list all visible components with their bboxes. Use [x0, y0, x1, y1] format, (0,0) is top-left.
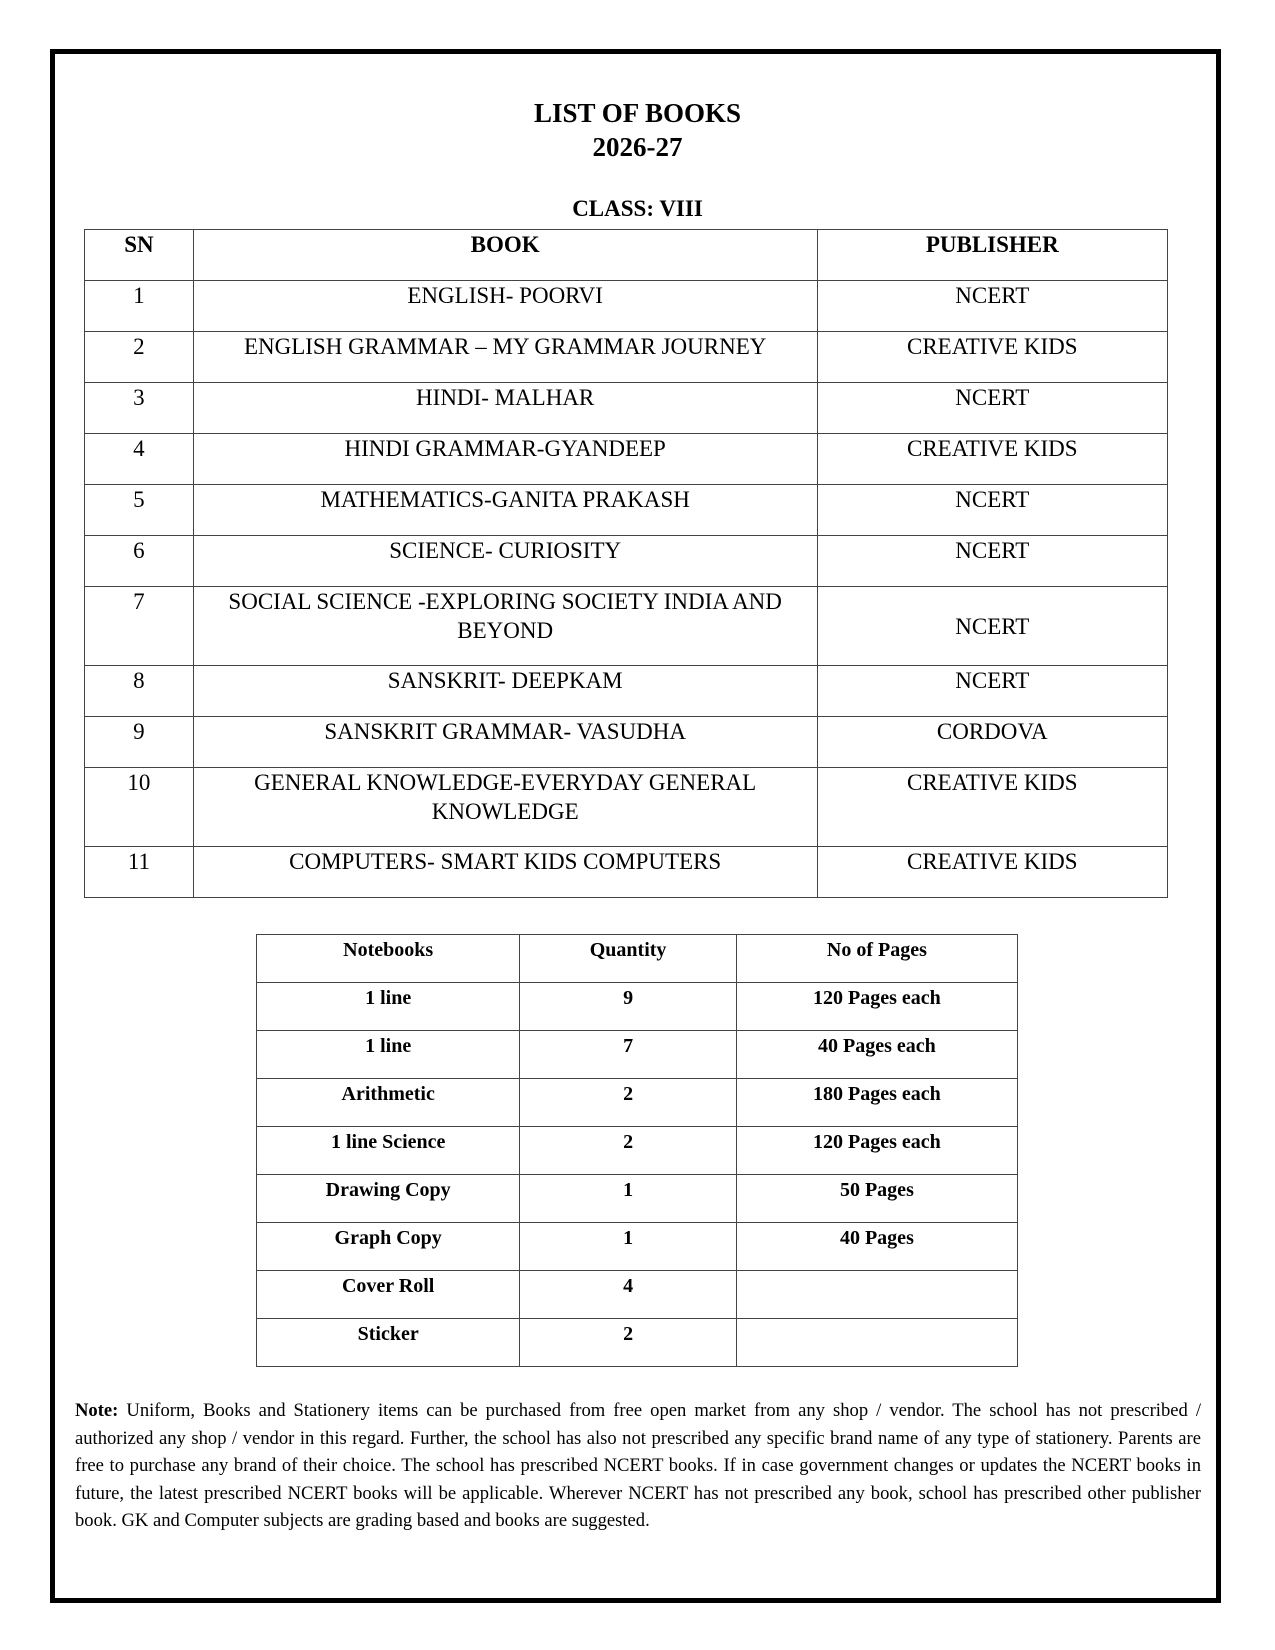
table-row — [85, 383, 1168, 434]
header-pages: No of Pages — [736, 935, 1017, 983]
book-sn: 4 — [85, 434, 194, 485]
notebook-pages: 40 Pages each — [736, 1031, 1017, 1079]
book-title: SCIENCE- CURIOSITY — [193, 536, 817, 587]
notebook-item: Cover Roll — [257, 1271, 520, 1319]
notebook-pages: 120 Pages each — [736, 1127, 1017, 1175]
book-publisher: CREATIVE KIDS — [817, 332, 1167, 383]
book-publisher: NCERT — [817, 383, 1167, 434]
notebook-item: Arithmetic — [257, 1079, 520, 1127]
notebooks-table — [256, 934, 1018, 1367]
notebook-pages: 180 Pages each — [736, 1079, 1017, 1127]
book-publisher: NCERT — [817, 485, 1167, 536]
table-row — [257, 1319, 1018, 1367]
notebook-pages: 40 Pages — [736, 1223, 1017, 1271]
books-table — [84, 229, 1168, 898]
table-row — [85, 768, 1168, 847]
notebook-pages: 50 Pages — [736, 1175, 1017, 1223]
table-row — [257, 1031, 1018, 1079]
note-label: Note: — [75, 1400, 119, 1421]
header-quantity: Quantity — [520, 935, 736, 983]
notebook-item: Graph Copy — [257, 1223, 520, 1271]
notebook-item: Sticker — [257, 1319, 520, 1367]
notebook-item: Drawing Copy — [257, 1175, 520, 1223]
book-sn: 6 — [85, 536, 194, 587]
class-label: CLASS: VIII — [572, 196, 703, 221]
book-sn: 5 — [85, 485, 194, 536]
session-year: 2026-27 — [592, 132, 683, 162]
table-row — [85, 847, 1168, 898]
book-title: HINDI GRAMMAR-GYANDEEP — [193, 434, 817, 485]
book-title: HINDI- MALHAR — [193, 383, 817, 434]
notebook-item: 1 line Science — [257, 1127, 520, 1175]
book-sn: 3 — [85, 383, 194, 434]
book-title: ENGLISH- POORVI — [193, 281, 817, 332]
book-publisher: CORDOVA — [817, 717, 1167, 768]
table-row — [257, 1223, 1018, 1271]
header-book: BOOK — [193, 230, 817, 281]
book-publisher: NCERT — [817, 281, 1167, 332]
book-publisher: NCERT — [817, 536, 1167, 587]
notebooks-header-row — [257, 935, 1018, 983]
note-paragraph — [75, 1397, 1201, 1535]
table-row — [257, 1175, 1018, 1223]
notebook-qty: 9 — [520, 983, 736, 1031]
book-sn: 9 — [85, 717, 194, 768]
notebook-qty: 4 — [520, 1271, 736, 1319]
book-sn: 2 — [85, 332, 194, 383]
table-row — [85, 717, 1168, 768]
book-publisher: NCERT — [817, 666, 1167, 717]
notebook-item: 1 line — [257, 983, 520, 1031]
notebook-item: 1 line — [257, 1031, 520, 1079]
table-row — [257, 1079, 1018, 1127]
book-publisher: CREATIVE KIDS — [817, 768, 1167, 847]
table-row — [85, 434, 1168, 485]
book-sn: 7 — [85, 587, 194, 666]
table-row — [257, 1127, 1018, 1175]
note-text: Uniform, Books and Stationery items can be purchased from free open market from any shop / vendor. The school has not prescribed / authorized any shop / vendor in this regard. Further, the school has also not prescribed any specific brand name of any type of stationery. Parents are free to purchase any brand of their choice. The school has prescribed NCERT books. If in case government changes or updates the NCERT books in future, the latest prescribed NCERT books will be applicable. Wherever NCERT has not prescribed any book, school has prescribed other publisher book. GK and Computer subjects are grading based and books are suggested. — [75, 1400, 1201, 1532]
book-publisher: CREATIVE KIDS — [817, 847, 1167, 898]
book-sn: 11 — [85, 847, 194, 898]
table-row — [85, 666, 1168, 717]
book-title: SOCIAL SCIENCE -EXPLORING SOCIETY INDIA AND BEYOND — [193, 587, 817, 666]
table-row — [257, 983, 1018, 1031]
table-row — [257, 1271, 1018, 1319]
table-row — [85, 536, 1168, 587]
notebook-qty: 1 — [520, 1175, 736, 1223]
notebook-qty: 2 — [520, 1079, 736, 1127]
notebook-qty: 2 — [520, 1319, 736, 1367]
notebook-pages — [736, 1319, 1017, 1367]
notebook-qty: 2 — [520, 1127, 736, 1175]
page-title: LIST OF BOOKS — [533, 98, 742, 128]
book-title: ENGLISH GRAMMAR – MY GRAMMAR JOURNEY — [193, 332, 817, 383]
book-title: GENERAL KNOWLEDGE-EVERYDAY GENERAL KNOWLEDGE — [193, 768, 817, 847]
book-sn: 10 — [85, 768, 194, 847]
book-title: SANSKRIT GRAMMAR- VASUDHA — [193, 717, 817, 768]
table-row — [85, 485, 1168, 536]
notebook-pages: 120 Pages each — [736, 983, 1017, 1031]
book-sn: 8 — [85, 666, 194, 717]
notebook-qty: 1 — [520, 1223, 736, 1271]
book-title: COMPUTERS- SMART KIDS COMPUTERS — [193, 847, 817, 898]
book-publisher: NCERT — [817, 587, 1167, 666]
book-sn: 1 — [85, 281, 194, 332]
book-publisher: CREATIVE KIDS — [817, 434, 1167, 485]
table-row — [85, 281, 1168, 332]
notebook-pages — [736, 1271, 1017, 1319]
books-header-row — [85, 230, 1168, 281]
header-sn: SN — [85, 230, 194, 281]
header-notebooks: Notebooks — [257, 935, 520, 983]
table-row — [85, 587, 1168, 666]
table-row — [85, 332, 1168, 383]
notebook-qty: 7 — [520, 1031, 736, 1079]
book-title: MATHEMATICS-GANITA PRAKASH — [193, 485, 817, 536]
book-title: SANSKRIT- DEEPKAM — [193, 666, 817, 717]
header-publisher: PUBLISHER — [817, 230, 1167, 281]
